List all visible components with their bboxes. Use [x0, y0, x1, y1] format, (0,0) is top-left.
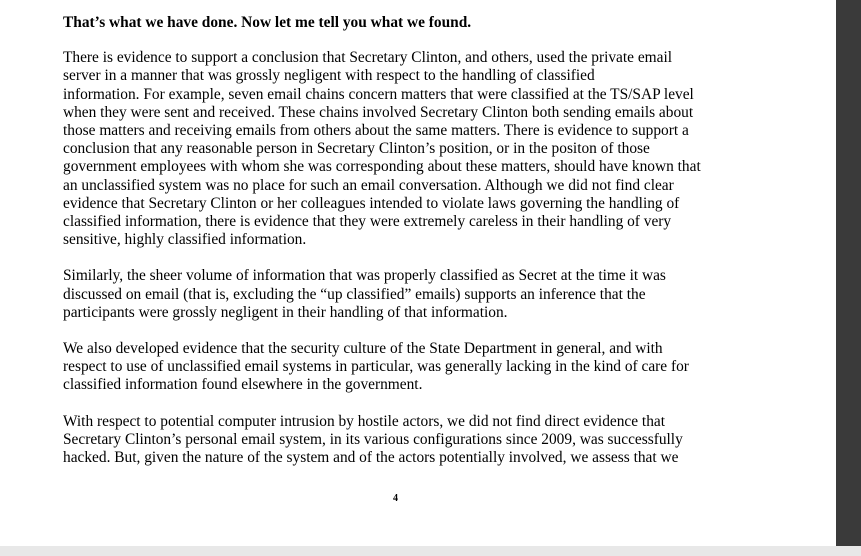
paragraph-4	[63, 413, 803, 468]
page-content	[63, 14, 803, 485]
text-line: when they were sent and received. These chains involved Secretary Clinton both sending emails about	[63, 103, 694, 121]
text-line: discussed on email (that is, excluding the “up classified” emails) supports an inference that the	[63, 285, 646, 303]
text-line: Similarly, the sheer volume of information that was properly classified as Secret at the time it was	[63, 267, 666, 285]
text-line: classified information found elsewhere in the government.	[63, 376, 423, 394]
text-line: an unclassified system was no place for such an email conversation. Although we did not find clear	[63, 176, 674, 194]
text-line: With respect to potential computer intrusion by hostile actors, we did not find direct evidence that	[63, 412, 666, 430]
next-page-edge	[0, 546, 861, 556]
text-line: hacked. But, given the nature of the system and of the actors potentially involved, we assess that we	[63, 449, 679, 467]
paragraph-2	[63, 267, 803, 322]
section-heading: That’s what we have done. Now let me tell you what we found.	[63, 14, 472, 31]
text-line: those matters and receiving emails from others about the same matters. There is evidence to support a	[63, 122, 689, 140]
text-line: There is evidence to support a conclusion that Secretary Clinton, and others, used the private email	[63, 49, 673, 67]
text-line: sensitive, highly classified information.	[63, 231, 307, 249]
text-line: Secretary Clinton’s personal email system, in its various configurations since 2009, was successfully	[63, 430, 683, 448]
text-line: We also developed evidence that the security culture of the State Department in general, and with	[63, 340, 663, 358]
text-line: conclusion that any reasonable person in Secretary Clinton’s position, or in the positon of those	[63, 140, 650, 158]
text-line: classified information, there is evidence that they were extremely careless in their handling of very	[63, 213, 672, 231]
text-line: server in a manner that was grossly negligent with respect to the handling of classified	[63, 67, 595, 85]
paragraph-1	[63, 49, 803, 249]
viewer-scrollbar[interactable]	[836, 0, 861, 546]
page-number: 4	[393, 493, 398, 504]
text-line: respect to use of unclassified email systems in particular, was generally lacking in the kind of care for	[63, 358, 689, 376]
text-line: participants were grossly negligent in their handling of that information.	[63, 303, 508, 321]
text-line: evidence that Secretary Clinton or her colleagues intended to violate laws governing the handling of	[63, 194, 680, 212]
paragraph-3	[63, 340, 803, 395]
text-line: information. For example, seven email chains concern matters that were classified at the TS/SAP level	[63, 85, 694, 103]
text-line: government employees with whom she was corresponding about these matters, should have known that	[63, 158, 701, 176]
